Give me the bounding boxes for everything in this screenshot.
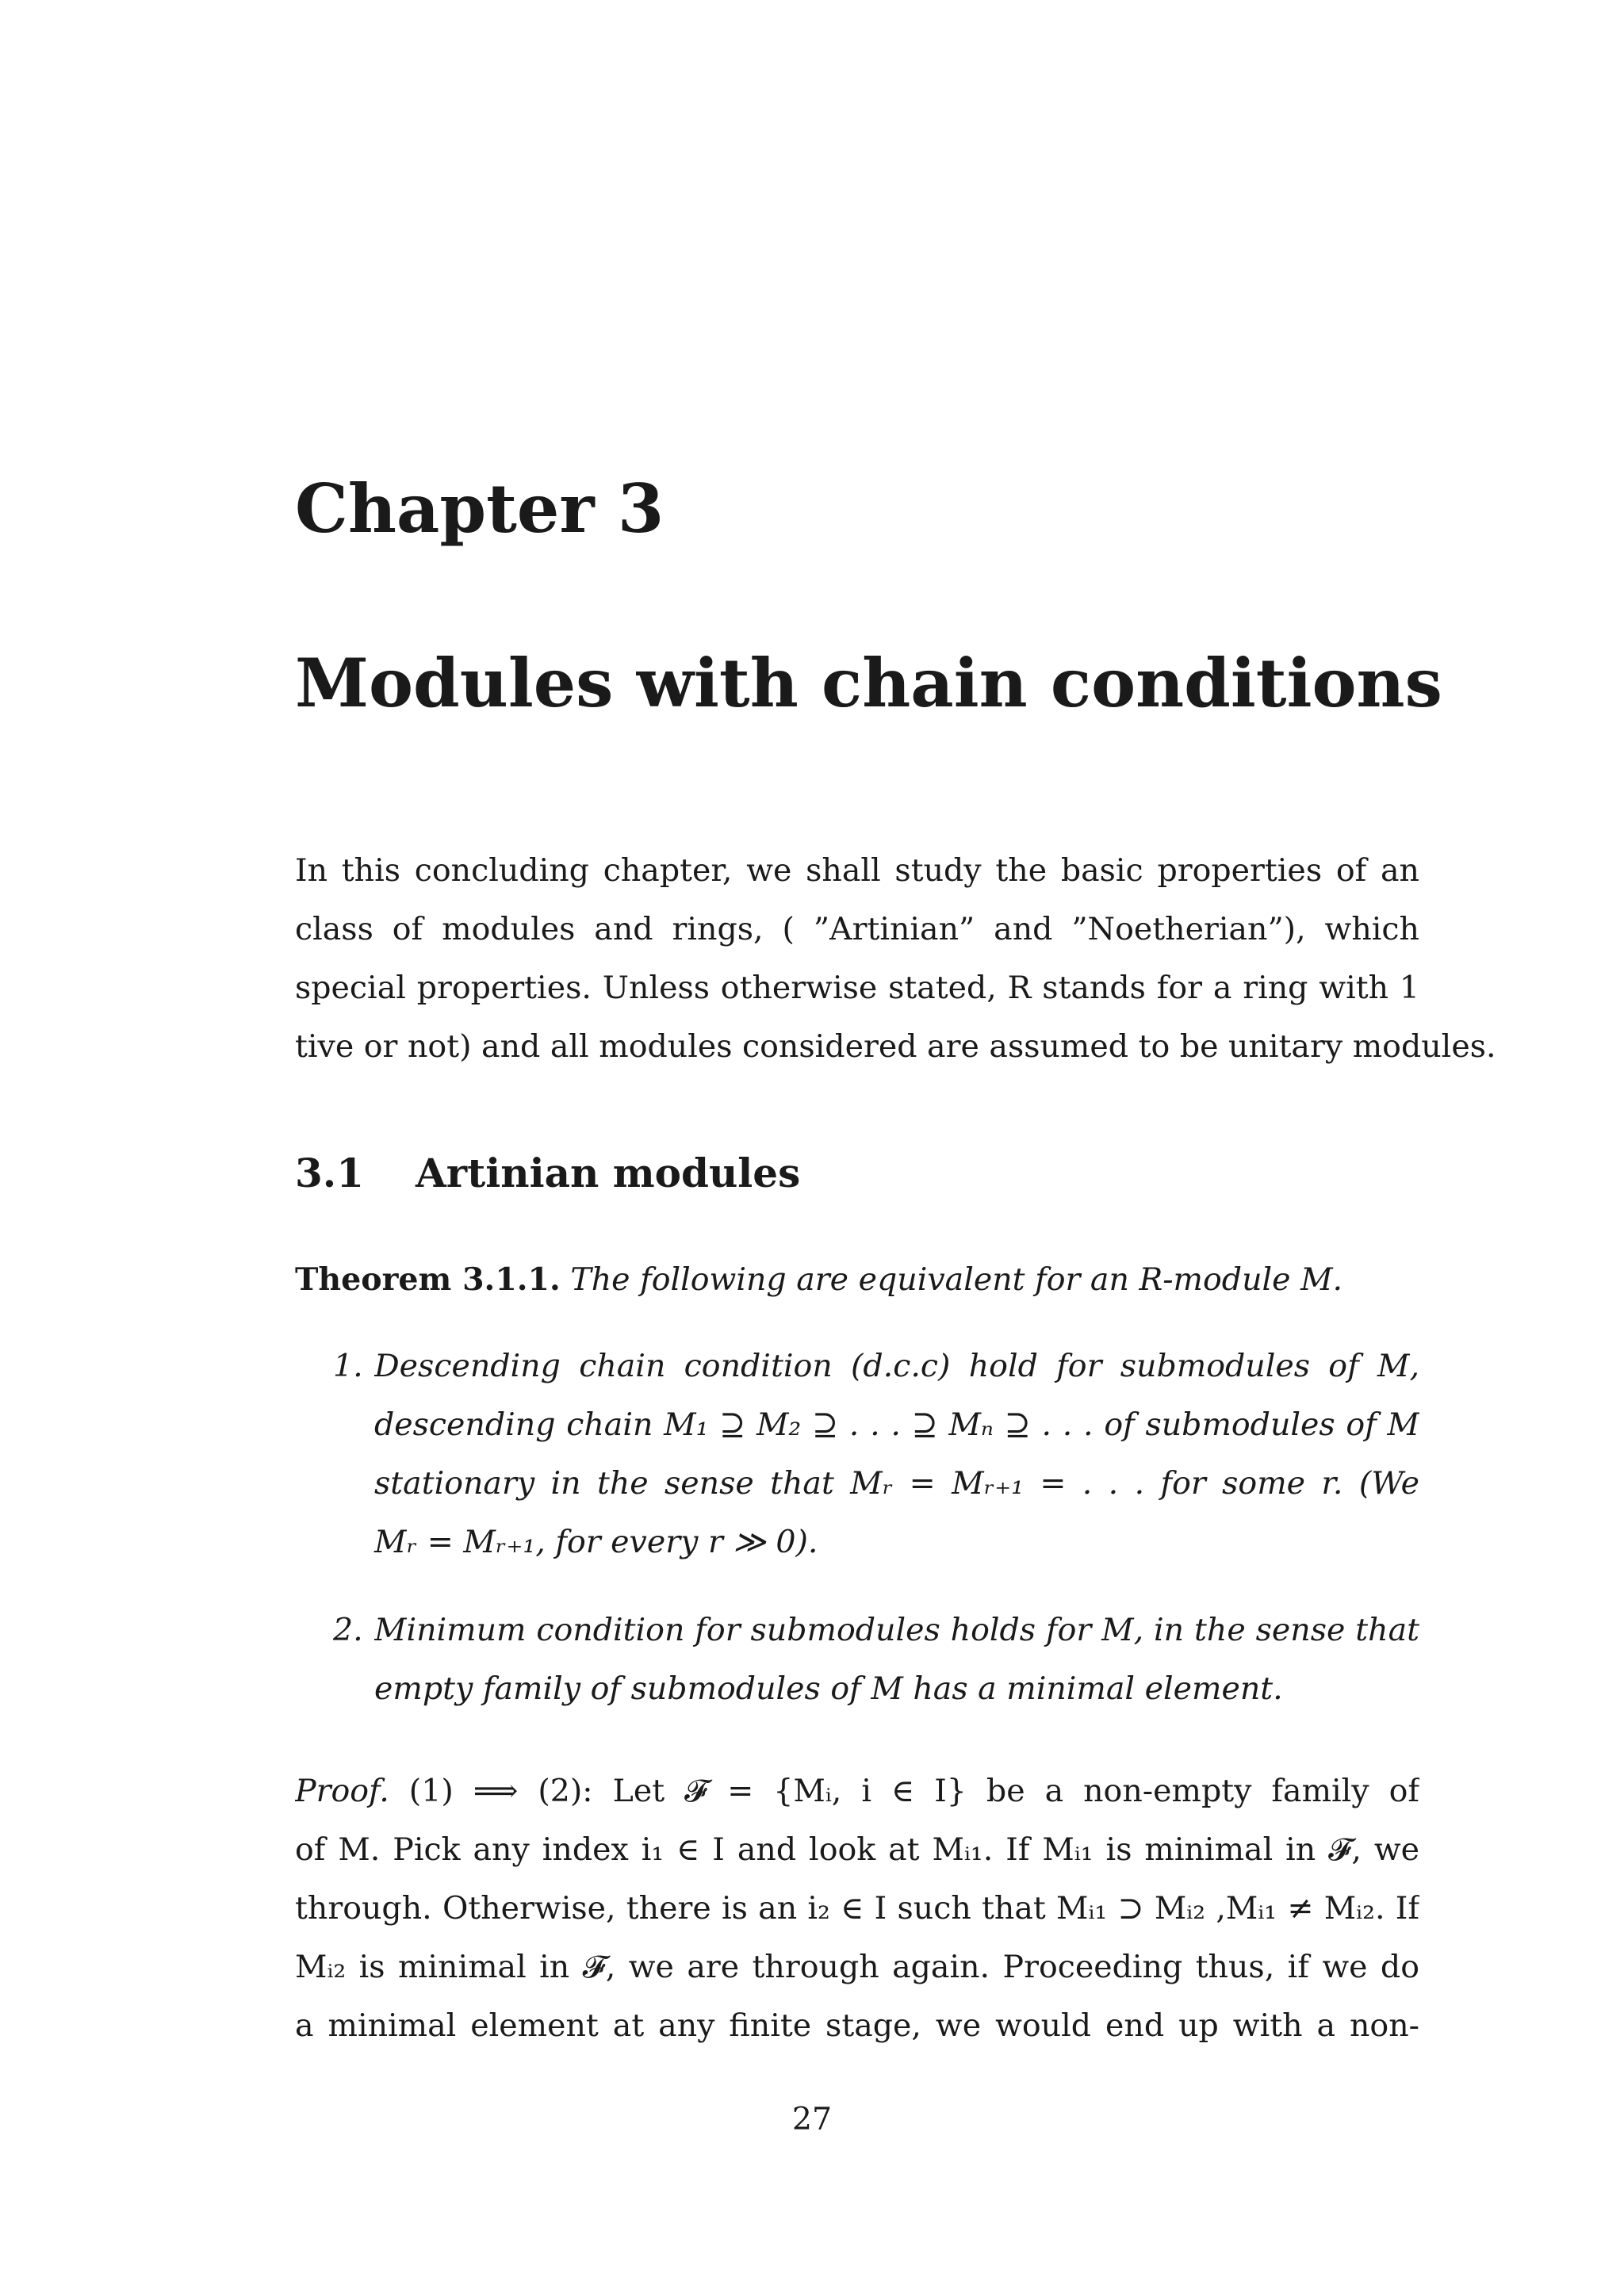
item-line: Minimum condition for submodules holds for M, in the sense that (374, 1612, 1419, 1648)
intro-line: tive or not) and all modules considered are assumed to be unitary modules. (295, 1028, 1496, 1065)
intro-line: class of modules and rings, ( ”Artinian” and ”Noetherian”), which (295, 911, 1419, 947)
intro-line: special properties. Unless otherwise stated, R stands for a ring with 1 (295, 970, 1419, 1006)
proof-paragraph (295, 1762, 1419, 2055)
proof-line: through. Otherwise, there is an i₂ ∈ I such that Mᵢ₁ ⊃ Mᵢ₂ ,Mᵢ₁ ≠ Mᵢ₂. If (295, 1890, 1419, 1927)
item-number: 1. (333, 1348, 363, 1384)
item-content (374, 1337, 1419, 1571)
proof-text: (1) ⟹ (2): Let 𝓕 = {Mᵢ, i ∈ I} be a non-empty family of (408, 1773, 1419, 1809)
item-line: Descending chain condition (d.c.c) hold for submodules of M, (374, 1348, 1419, 1384)
intro-line: In this concluding chapter, we shall study the basic properties of an (295, 852, 1419, 889)
proof-line: a minimal element at any finite stage, we would end up with a non- (295, 2007, 1419, 2044)
item-line: empty family of submodules of M has a minimal element. (374, 1670, 1283, 1707)
theorem-heading (295, 1250, 1342, 1309)
item-number: 2. (333, 1612, 363, 1648)
item-line: stationary in the sense that Mᵣ = Mᵣ₊₁ = . . . for some r. (We (374, 1465, 1419, 1502)
proof-line: Mᵢ₂ is minimal in 𝓕, we are through again. Proceeding thus, if we do (295, 1949, 1419, 1985)
chapter-title: Modules with chain conditions (295, 644, 1442, 722)
section-title: Artinian modules (416, 1150, 801, 1196)
section-heading (295, 1150, 800, 1196)
theorem-label: Theorem 3.1.1. (295, 1261, 561, 1298)
item-line: Mᵣ = Mᵣ₊₁, for every r ≫ 0). (374, 1524, 818, 1560)
theorem-statement: The following are equivalent for an R-module M. (570, 1261, 1343, 1298)
chapter-number: Chapter 3 (295, 469, 665, 548)
item-line: descending chain M₁ ⊇ M₂ ⊇ . . . ⊇ Mₙ ⊇ . . . of submodules of M (374, 1406, 1419, 1443)
page-number: 27 (791, 2101, 833, 2137)
item-content (374, 1601, 1419, 1718)
proof-line: of M. Pick any index i₁ ∈ I and look at Mᵢ₁. If Mᵢ₁ is minimal in 𝓕, we (295, 1831, 1419, 1868)
proof-line (295, 1762, 1419, 1820)
intro-paragraph (295, 841, 1496, 1076)
section-number: 3.1 (295, 1150, 364, 1196)
proof-label: Proof. (295, 1773, 389, 1809)
